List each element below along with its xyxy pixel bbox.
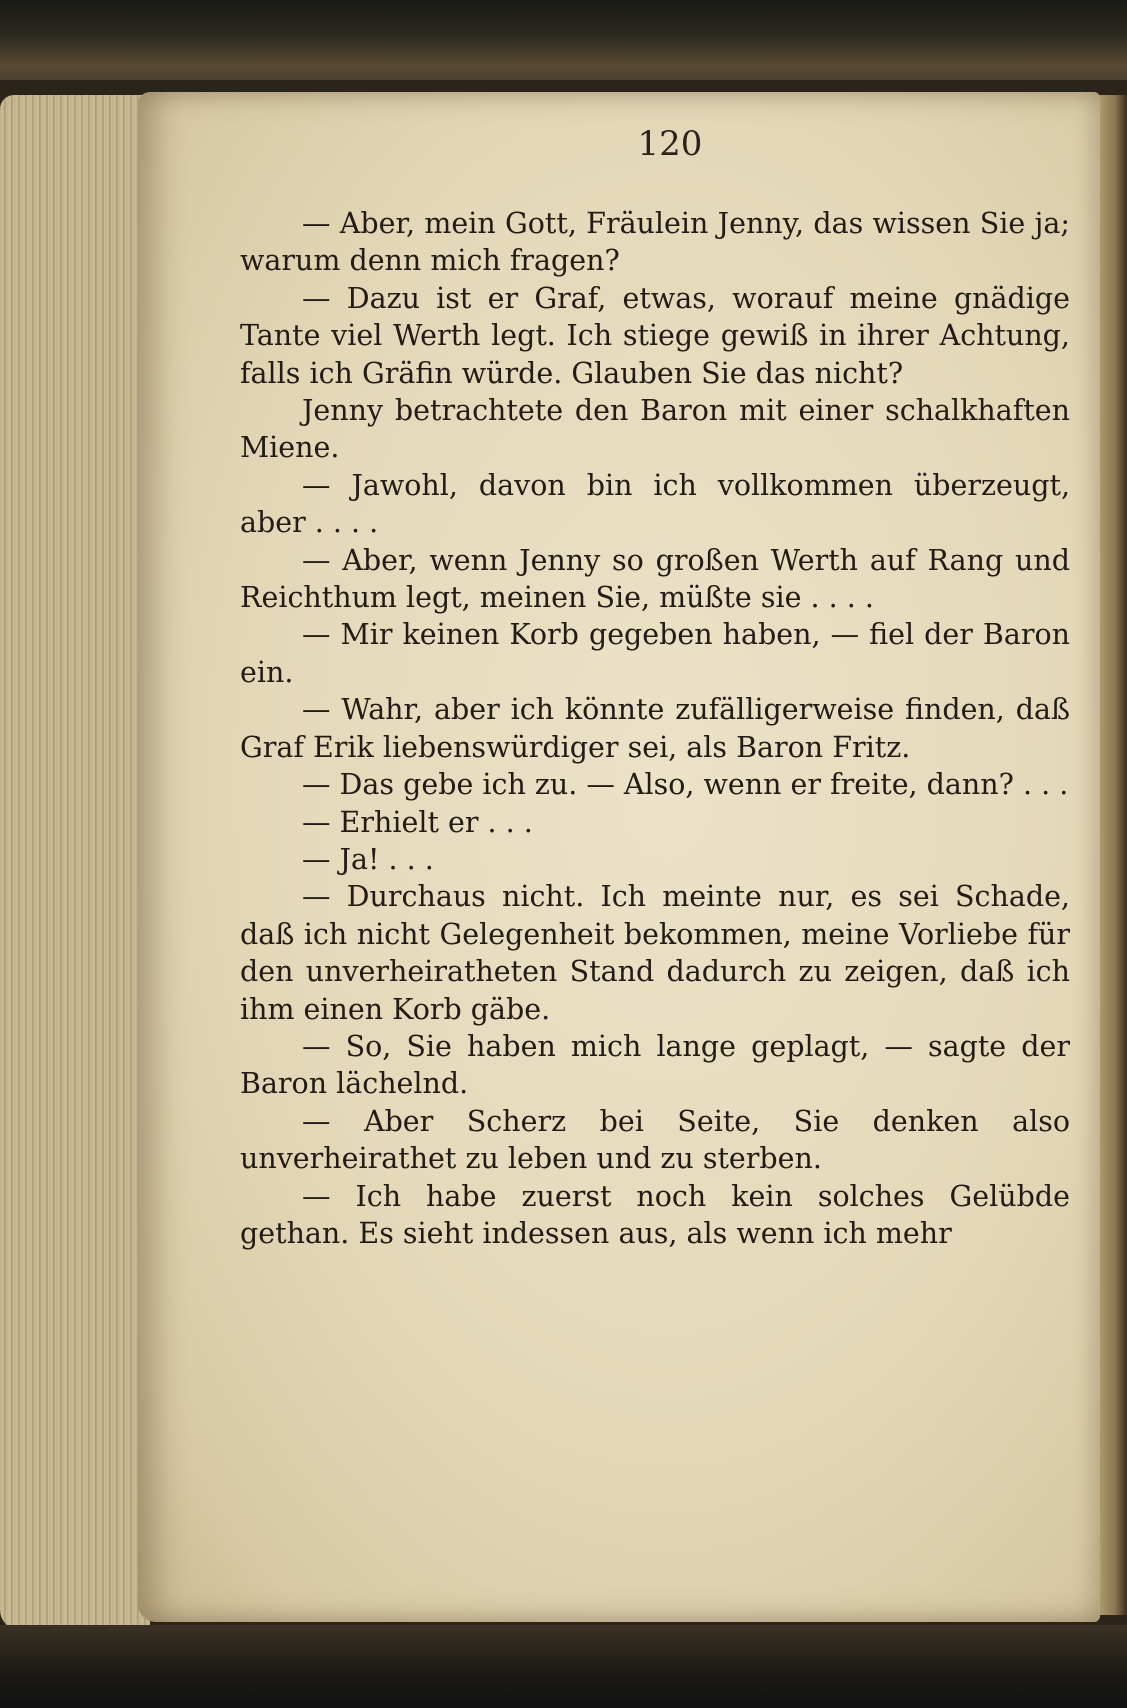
paragraph: — Mir keinen Korb gegeben haben, — fiel der Baron ein. <box>240 618 1070 689</box>
paragraph: — Wahr, aber ich könnte zufälligerweise finden, daß Graf Erik liebenswürdiger sei, als Baron Fritz. <box>240 693 1070 764</box>
page-right-edge <box>1096 95 1127 1615</box>
page-number: 120 <box>637 124 703 164</box>
paragraph: — Ich habe zuerst noch kein solches Gelübde gethan. Es sieht indessen aus, als wenn ich mehr <box>240 1179 1070 1250</box>
paragraph: — Aber Scherz bei Seite, Sie denken also unverheirathet zu leben und zu sterben. <box>240 1104 1070 1176</box>
book-binding-bottom <box>0 1625 1127 1708</box>
paragraph: Jenny betrachtete den Baron mit einer schalkhaften Miene. <box>240 394 1070 465</box>
paragraph: — So, Sie haben mich lange geplagt, — sagte der Baron lächelnd. <box>240 1029 1070 1101</box>
paragraph: — Durchaus nicht. Ich meinte nur, es sei Schade, daß ich nicht Gelegenheit bekommen, meine Vorliebe für den unverheiratheten Stand dadurch zu zeigen, daß ich ihm einen Korb gäbe. <box>240 880 1070 1026</box>
page-edges <box>0 95 150 1630</box>
paragraph: — Jawohl, davon bin ich vollkommen überzeugt, aber . . . . <box>240 468 1070 540</box>
paragraph: — Aber, wenn Jenny so großen Werth auf Rang und Reichthum legt, meinen Sie, müßte sie . . . . <box>240 543 1070 615</box>
paragraph: — Das gebe ich zu. — Also, wenn er freite, dann? . . . <box>302 768 1069 802</box>
page-text <box>240 205 1070 1252</box>
paragraph: — Dazu ist er Graf, etwas, worauf meine gnädige Tante viel Werth legt. Ich stiege gewiß in ihrer Achtung, falls ich Gräfin würde. Glauben Sie das nicht? <box>240 281 1070 390</box>
paragraph: — Erhielt er . . . <box>302 805 533 839</box>
paragraph: — Aber, mein Gott, Fräulein Jenny, das wissen Sie ja; warum denn mich fragen? <box>240 207 1070 278</box>
paragraph: — Ja! . . . <box>302 842 434 876</box>
